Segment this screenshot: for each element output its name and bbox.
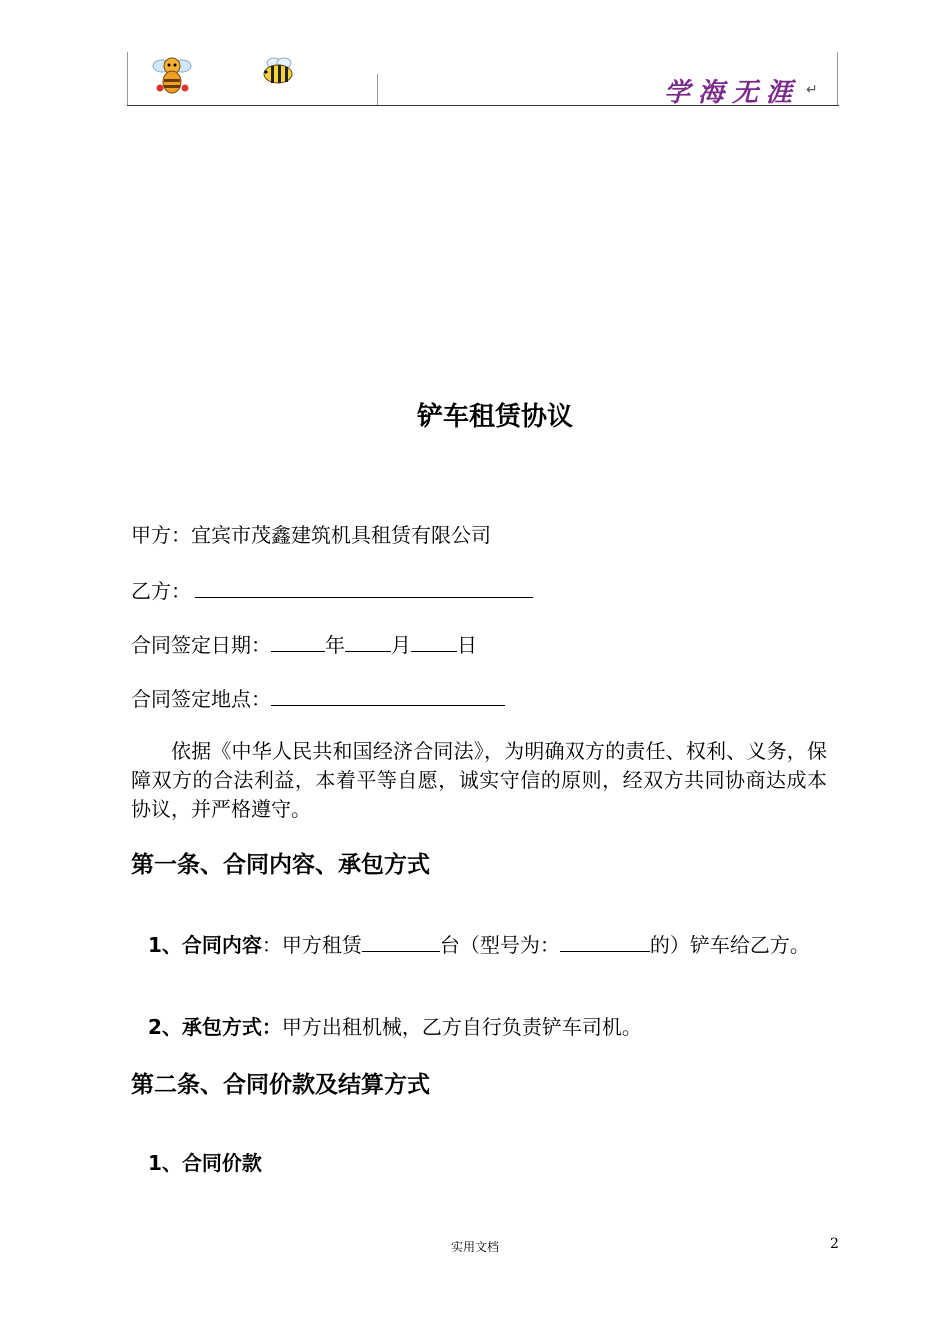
item3 bbox=[131, 1149, 831, 1178]
intro-paragraph: 依据《中华人民共和国经济合同法》，为明确双方的责任、权利、义务，保障双方的合法利益，本着平等自愿，诚实守信的原则，经双方共同协商达成本协议，并严格遵守。 bbox=[131, 739, 827, 821]
footer-text: 实用文档 bbox=[450, 1240, 499, 1254]
header-motto: 学海无涯 bbox=[664, 78, 801, 108]
header-divider bbox=[377, 74, 378, 106]
item2 bbox=[131, 1013, 831, 1042]
item2-label: 2、承包方式： bbox=[148, 1015, 282, 1039]
model-blank[interactable] bbox=[560, 929, 650, 952]
item1-text-c: 的）铲车给乙方。 bbox=[649, 933, 810, 957]
party-b-line bbox=[131, 575, 533, 606]
party-a-line bbox=[131, 521, 491, 550]
header-divider bbox=[837, 52, 838, 106]
year-blank[interactable] bbox=[271, 629, 325, 652]
page-number: 2 bbox=[830, 1236, 839, 1252]
paragraph-mark-icon: ↵ bbox=[806, 82, 818, 98]
party-b-label: 乙方： bbox=[131, 579, 191, 603]
document-title: 铲车租赁协议 bbox=[416, 402, 573, 432]
header-divider bbox=[127, 52, 128, 106]
item1-text-b: 台（型号为： bbox=[439, 933, 560, 957]
date-line bbox=[131, 629, 477, 660]
party-a-value: 宜宾市茂鑫建筑机具租赁有限公司 bbox=[191, 523, 491, 547]
place-label: 合同签定地点： bbox=[131, 687, 271, 711]
party-b-blank[interactable] bbox=[195, 575, 533, 598]
bee-mascot-icon bbox=[148, 52, 196, 96]
section2-heading: 第二条、合同价款及结算方式 bbox=[131, 1072, 430, 1098]
item1 bbox=[131, 929, 831, 960]
day-label: 日 bbox=[457, 633, 477, 657]
place-line bbox=[131, 683, 505, 714]
item3-label: 1、合同价款 bbox=[148, 1151, 262, 1175]
quantity-blank[interactable] bbox=[362, 929, 440, 952]
year-label: 年 bbox=[325, 633, 345, 657]
section1-heading: 第一条、合同内容、承包方式 bbox=[131, 852, 430, 878]
item2-text: 甲方出租机械，乙方自行负责铲车司机。 bbox=[281, 1015, 642, 1039]
date-label: 合同签定日期： bbox=[131, 633, 271, 657]
item1-text-a: ：甲方租赁 bbox=[261, 933, 362, 957]
item1-label: 1、合同内容 bbox=[148, 933, 262, 957]
day-blank[interactable] bbox=[411, 629, 457, 652]
month-blank[interactable] bbox=[345, 629, 391, 652]
party-a-label: 甲方： bbox=[131, 523, 191, 547]
month-label: 月 bbox=[391, 633, 411, 657]
bee-icon bbox=[258, 56, 298, 86]
place-blank[interactable] bbox=[271, 683, 505, 706]
